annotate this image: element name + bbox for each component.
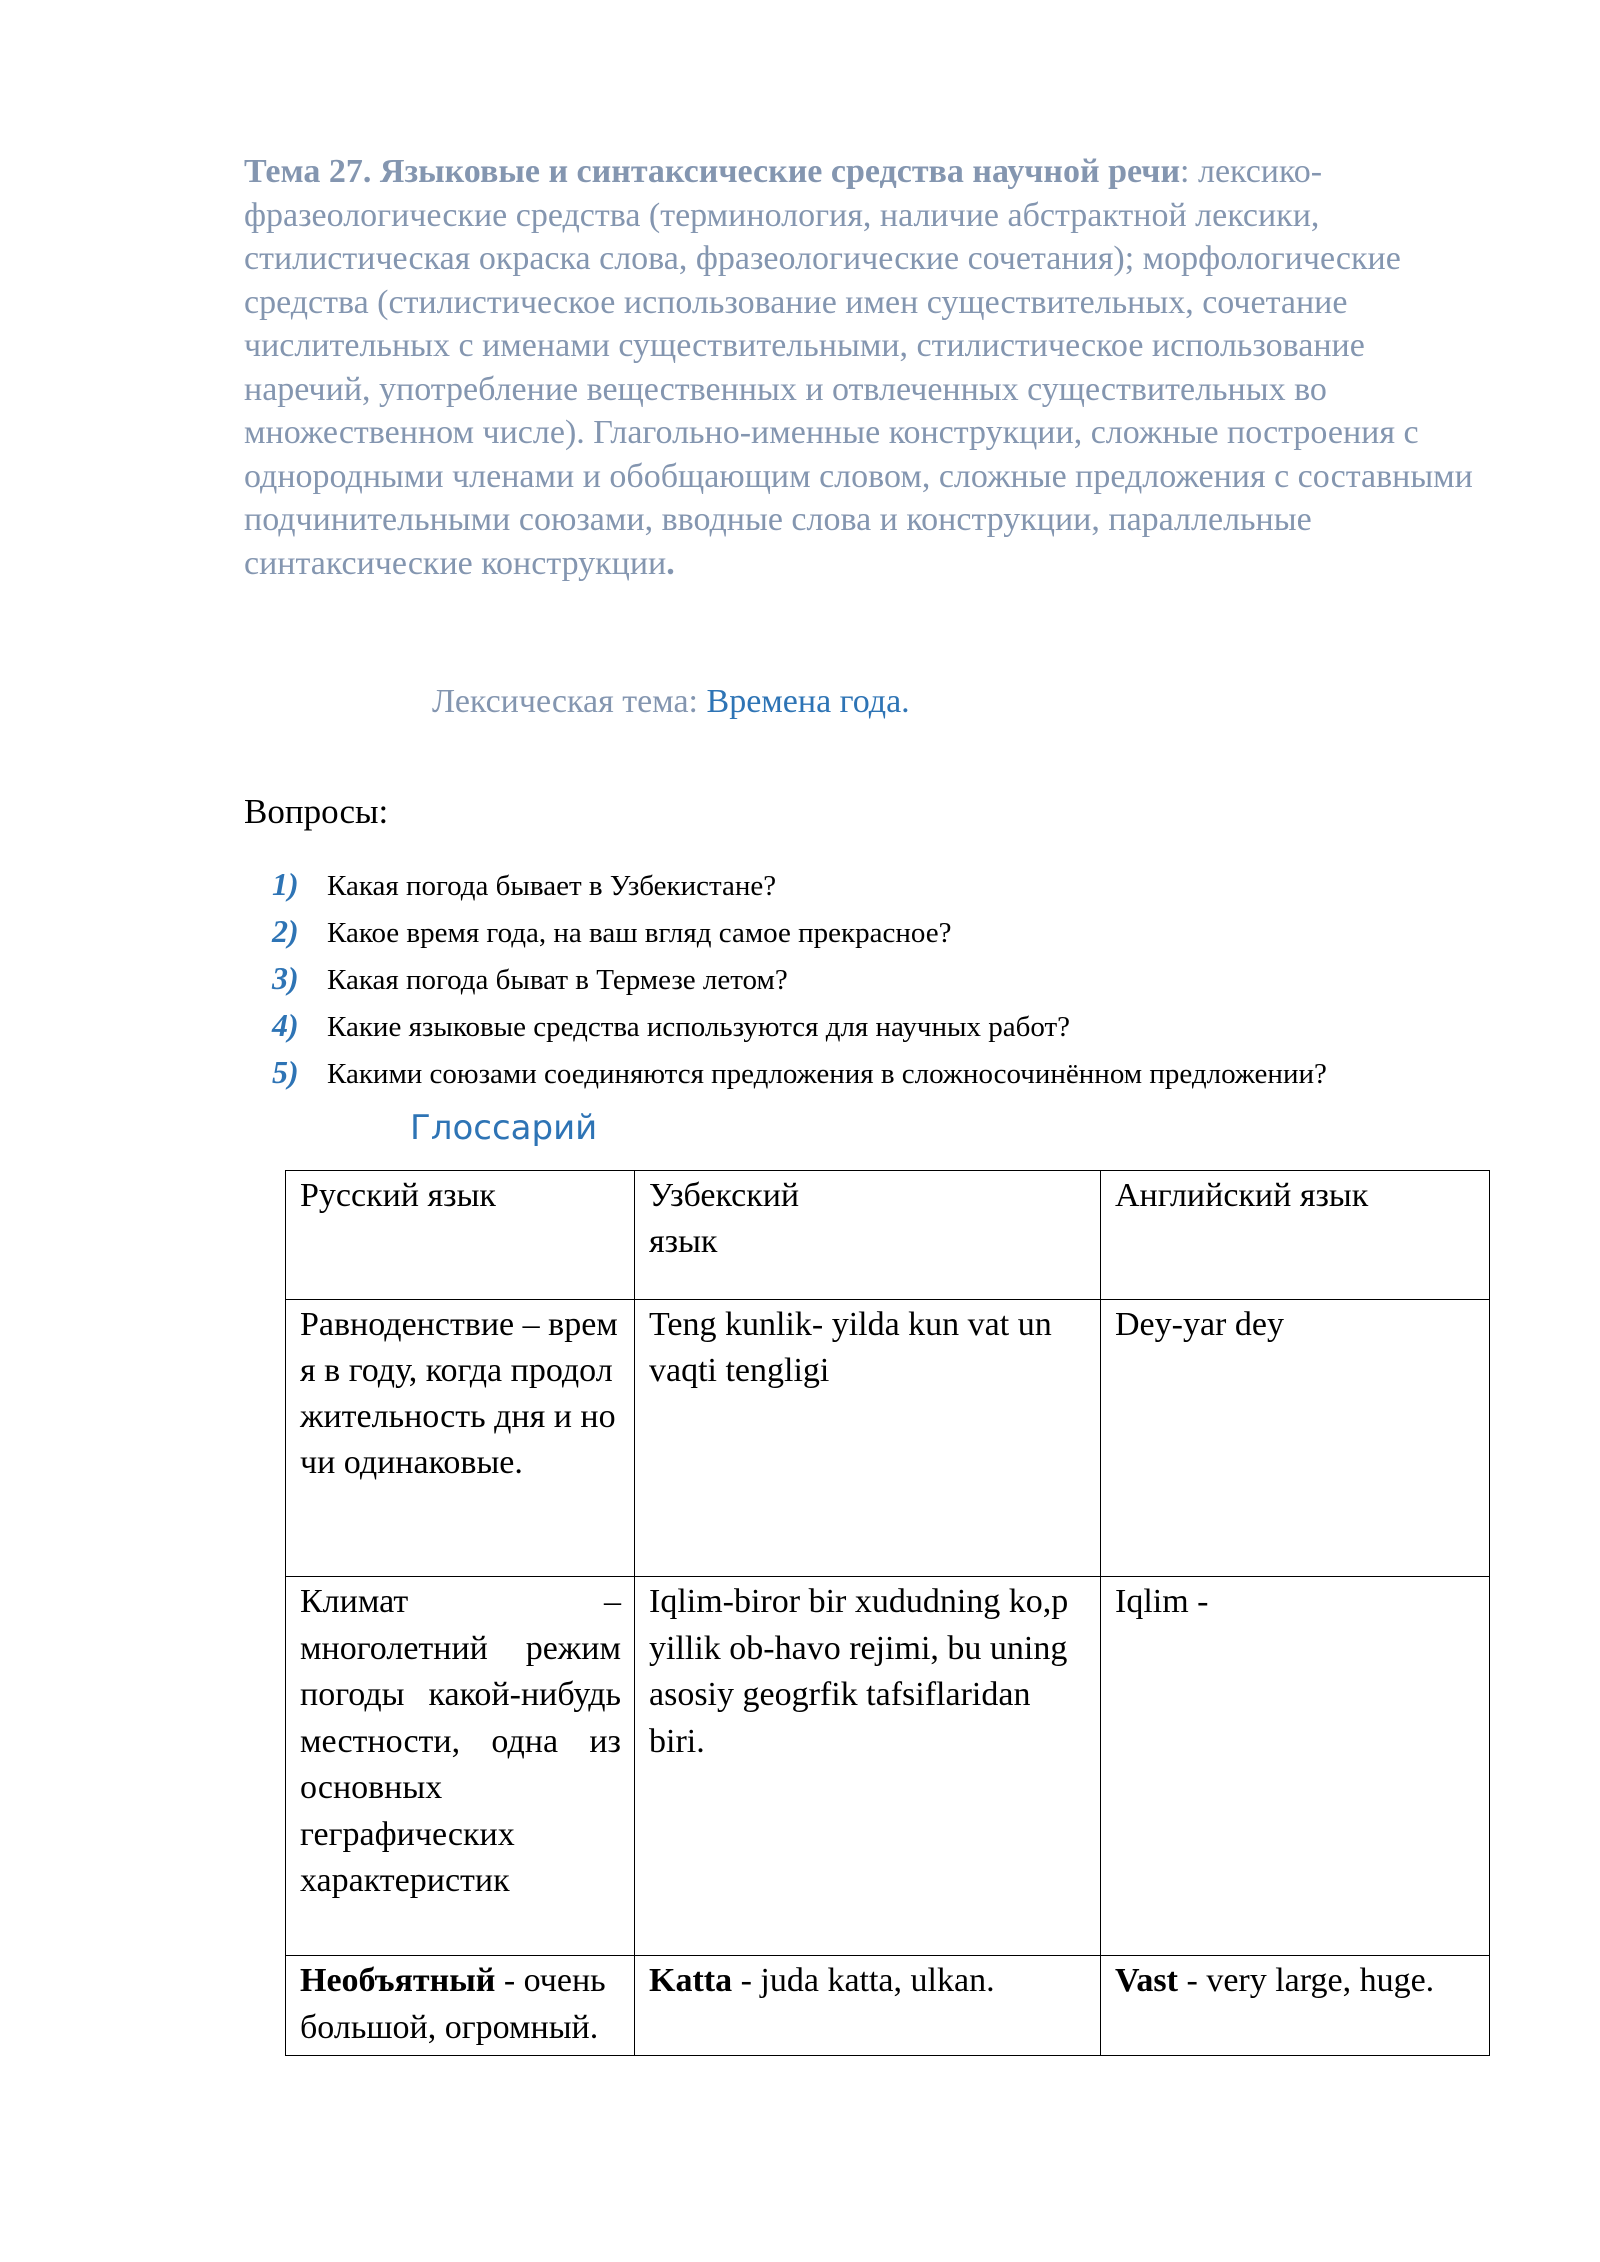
cell-uzbek: Teng kunlik- yilda kun vat un vaqti tengligi [635,1300,1101,1577]
glossary-heading: Глоссарий [410,1108,598,1148]
cell-english: Iqlim - [1101,1577,1490,1956]
question-item [272,1007,1572,1054]
header-uzbek-text: Узбекский язык [649,1177,800,1260]
question-text: Какая погода бывает в Узбекистане? [327,870,777,902]
question-item [272,960,1572,1007]
cell-russian [286,1956,635,2056]
cell-english: Dey-yar dey [1101,1300,1490,1577]
cell-russian: Климат – многолетний режим погоды какой-нибудь местности, одна из основных геграфических характеристик [286,1577,635,1956]
definition-english: - very large, huge. [1178,1962,1435,1999]
question-text: Какими союзами соединяются предложения в сложносочинённом предложении? [327,1058,1327,1090]
topic-title: Тема 27. Языковые и синтаксические средства научной речи [244,153,1181,190]
lexical-topic-value: Времена года. [706,683,910,720]
cell-russian: Равноденствие – время в году, когда продолжительность дня и ночи одинаковые. [286,1300,635,1577]
cell-uzbek [635,1956,1101,2056]
topic-end-period: . [666,544,675,582]
question-number: 2) [272,913,299,949]
question-item [272,913,1572,960]
question-number: 3) [272,960,299,996]
glossary-header-row [286,1171,1490,1300]
glossary-row [286,1300,1490,1577]
header-cell-uzbek [635,1171,1101,1300]
cell-uzbek: Iqlim-biror bir xududning ko,p yillik ob-havo rejimi, bu uning asosiy geogrfik tafsiflaridan biri. [635,1577,1101,1956]
question-number: 5) [272,1054,299,1090]
term-english: Vast [1115,1962,1178,1999]
glossary-table [285,1170,1490,2056]
definition-uzbek: - juda katta, ulkan. [732,1962,995,1999]
topic-colon: : [1180,153,1190,190]
lexical-topic-label: Лексическая тема: [432,683,707,720]
term-uzbek: Katta [649,1962,733,1999]
question-text: Какая погода быват в Термезе летом? [327,964,788,996]
lexical-topic [432,680,910,724]
definition-russian: - очень большой, огромный. [300,1962,606,2046]
questions-list [272,866,1572,1101]
glossary-row [286,1956,1490,2056]
question-number: 1) [272,866,299,902]
cell-english [1101,1956,1490,2056]
question-text: Какие языковые средства используются для научных работ? [327,1011,1071,1043]
question-number: 4) [272,1007,299,1043]
term-russian: Необъятный [300,1962,496,1999]
question-item [272,1054,1572,1101]
header-cell-russian: Русский язык [286,1171,635,1300]
topic-body: лексико-фразеологические средства (терминология, наличие абстрактной лексики, стилистическая окраска слова, фразеологические сочетания); морфологические средства (стилистическое использование имен существительных, сочетание числительных с именами существительными, стилистическое использование наречий, употребление вещественных и отвлеченных существительных во множественном числе). Глагольно-именные конструкции, сложные построения с однородными членами и обобщающим словом, сложные предложения с составными подчинительными союзами, вводные слова и конструкции, параллельные синтаксические конструкции [244,153,1473,582]
question-text: Какое время года, на ваш вгляд самое прекрасное? [327,917,952,949]
question-item [272,866,1572,913]
header-cell-english: Английский язык [1101,1171,1490,1300]
glossary-row [286,1577,1490,1956]
questions-heading: Вопросы: [244,792,389,831]
topic-paragraph [244,150,1484,585]
